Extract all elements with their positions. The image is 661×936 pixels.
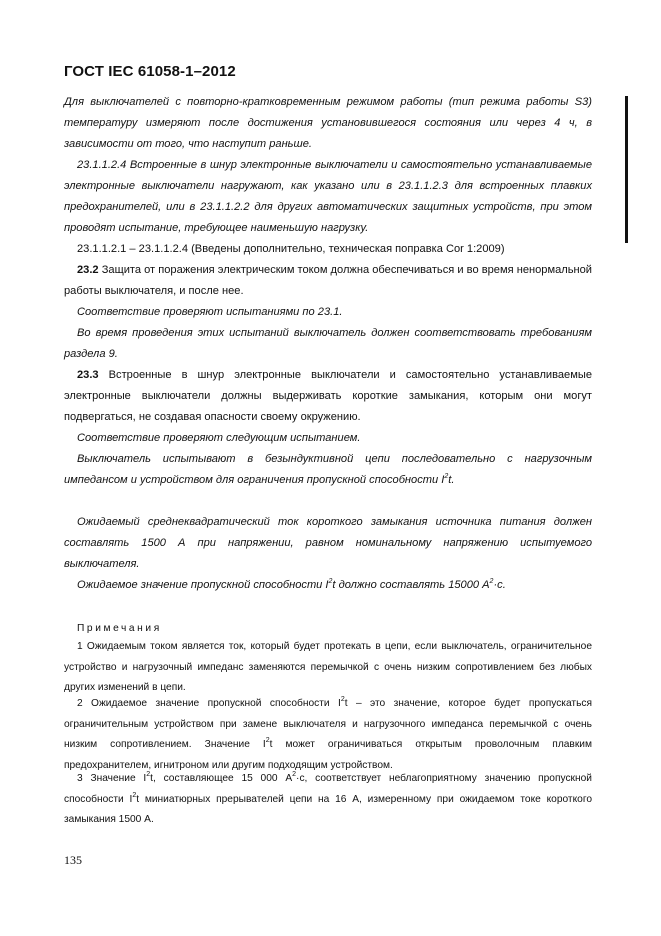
superscript: 2	[132, 791, 137, 799]
paragraph-short-circuit-current: Ожидаемый среднеквадратический ток короткого замыкания источника питания должен составлять 1500 А при напряжении, равном номинальному напряжению испытуемого выключателя.	[64, 516, 592, 570]
text-run: t должно составлять 15000 А	[332, 579, 490, 591]
superscript: 2	[328, 578, 333, 585]
document-header: ГОСТ IEC 61058-1–2012	[64, 63, 236, 80]
paragraph-23-2	[64, 260, 592, 302]
text-run: t миниатюрных прерывателей цепи на 16 А, измеренному при ожидаемом токе короткого замыкания 1500 А.	[64, 793, 592, 825]
page-number: 135	[64, 853, 82, 867]
text-run: Ожидаемое значение пропускной способности I	[77, 579, 329, 591]
text-run: t.	[448, 474, 455, 486]
superscript: 2	[489, 578, 494, 585]
paragraph-test-circuit	[64, 449, 592, 491]
superscript: 2	[146, 771, 151, 778]
paragraph-23-1-1-2-4: 23.1.1.2.4 Встроенные в шнур электронные выключатели и самостоятельно устанавливаемые электронные выключатели нагружают, как указано или в 23.1.1.2.3 для встроенных плавких предохранителей, или в 23.1.1.2.2 для других автоматических защитных устройств, при этом проводят испытание, требующее наименьшую нагрузку.	[64, 159, 592, 234]
superscript: 2	[444, 473, 449, 480]
note-2	[64, 694, 592, 776]
text-run: 2 Ожидаемое значение пропускной способности I	[77, 698, 341, 709]
text-run: t – это значение, которое будет пропускаться ограничительным устройством при замене выключателя и нагрузочного импеданса перемычкой с очень низким сопротивлением. Значение I	[64, 698, 592, 750]
clause-number: 23.3	[77, 369, 99, 381]
text-run: ·с, соответствует неблагоприятному значению пропускной способности I	[64, 773, 592, 805]
superscript: 2	[292, 771, 297, 778]
note-1: 1 Ожидаемым током является ток, который будет протекать в цепи, если выключатель, ограничительное устройство и нагрузочный импеданс заменяются перемычкой с очень низким сопротивлением без любых других изменений в цепи.	[64, 641, 592, 693]
text-run: ·с.	[493, 579, 506, 591]
note-3	[64, 769, 592, 831]
paragraph-compliance-23-1: Соответствие проверяют испытаниями по 23.1.	[77, 306, 343, 318]
clause-number: 23.2	[77, 264, 99, 276]
text-run: t, составляющее 15 000 А	[150, 773, 293, 784]
paragraph-s3-duty: Для выключателей с повторно-кратковременным режимом работы (тип режима работы S3) температуру измеряют после достижения установившегося состояния или через 4 ч, в зависимости от того, что наступит раньше.	[64, 96, 592, 150]
notes-title-text: Примечания	[77, 623, 162, 634]
text-run: Выключатель испытывают в безындуктивной цепи последовательно с нагрузочным импедансом и устройством для ограничения пропускной способности I	[64, 453, 592, 486]
paragraph-tests-section-9: Во время проведения этих испытаний выключатель должен соответствовать требованиям раздела 9.	[64, 327, 592, 360]
clause-text: Встроенные в шнур электронные выключатели и самостоятельно устанавливаемые электронные выключатели должны выдерживать короткие замыкания, которым они могут подвергаться, не создавая опасности своему окружению.	[64, 369, 592, 423]
paragraph-compliance-test: Соответствие проверяют следующим испытанием.	[77, 432, 361, 444]
text-run: t может ограничиваться открытым проволочным плавким предохранителем, игнитроном или другим подходящим устройством.	[64, 739, 593, 771]
paragraph-23-3	[64, 365, 592, 428]
change-bar	[625, 96, 628, 243]
superscript: 2	[340, 696, 345, 703]
clause-text: Защита от поражения электрическим током должна обеспечиваться и во время ненормальной работы выключателя, и после нее.	[64, 264, 592, 297]
paragraph-amendment-note: 23.1.1.2.1 – 23.1.1.2.4 (Введены дополнительно, техническая поправка Cor 1:2009)	[77, 243, 505, 255]
text-run: 3 Значение I	[77, 773, 147, 784]
superscript: 2	[265, 737, 270, 744]
paragraph-i2t-value	[64, 575, 592, 596]
